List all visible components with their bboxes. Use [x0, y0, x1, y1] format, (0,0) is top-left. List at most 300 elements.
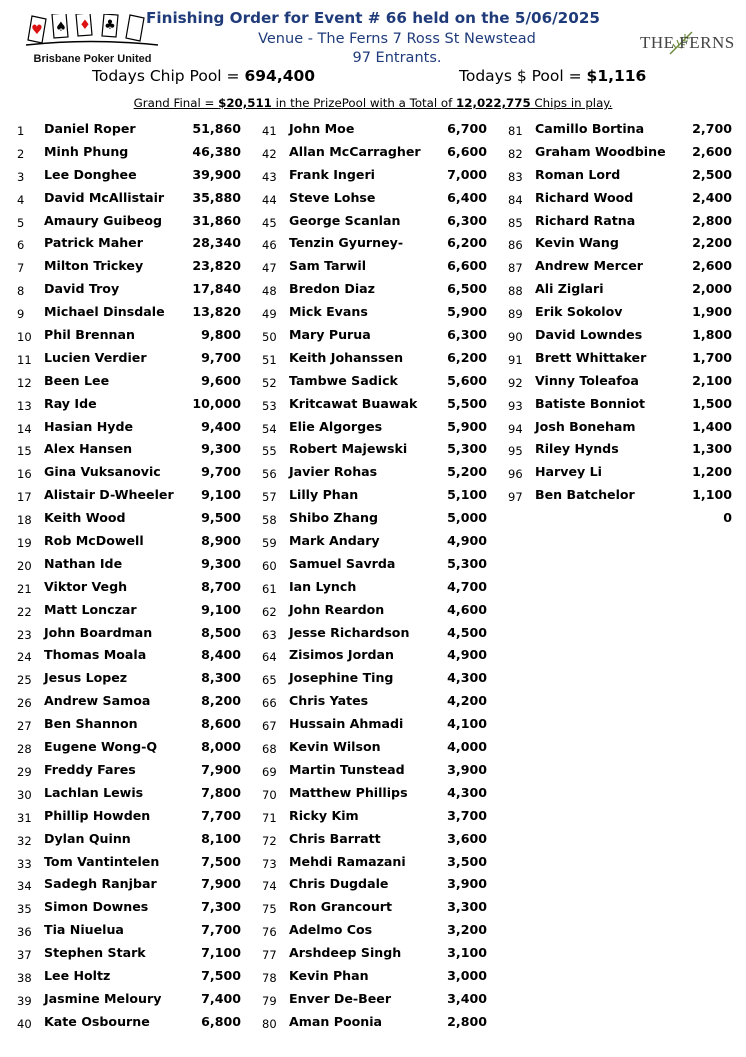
chip-count: 7,700 — [201, 922, 241, 938]
chip-count: 1,700 — [692, 349, 732, 365]
result-rank: 25 — [17, 673, 32, 688]
player-name: Josh Boneham — [535, 418, 636, 434]
grand-final-chips: 12,022,775 — [456, 96, 531, 110]
result-rank: 82 — [508, 146, 523, 161]
player-name: Lee Donghee — [44, 166, 137, 182]
chip-count: 7,700 — [201, 807, 241, 823]
result-row — [0, 874, 746, 897]
result-rank: 62 — [262, 604, 277, 619]
result-rank: 63 — [262, 627, 277, 642]
chip-count: 3,000 — [447, 967, 487, 983]
result-row — [0, 852, 746, 875]
result-rank: 19 — [17, 536, 32, 551]
player-name: Camillo Bortina — [535, 121, 645, 136]
chip-count: 6,300 — [447, 327, 487, 343]
result-rank: 20 — [17, 558, 32, 573]
result-rank: 77 — [262, 948, 277, 963]
player-name: Martin Tunstead — [289, 761, 405, 777]
result-rank: 22 — [17, 604, 32, 619]
result-rank: 8 — [17, 284, 25, 299]
player-name: Michael Dinsdale — [44, 304, 165, 320]
result-rank: 59 — [262, 536, 277, 551]
results-column-3 — [0, 119, 746, 531]
chip-count: 4,900 — [447, 647, 487, 663]
chip-count: 2,200 — [692, 235, 732, 251]
chip-count: 4,500 — [447, 624, 487, 640]
result-rank: 68 — [262, 742, 277, 757]
result-rank: 84 — [508, 192, 523, 207]
chip-count: 6,300 — [447, 212, 487, 228]
player-name: Phil Brennan — [44, 327, 135, 343]
chip-count: 1,900 — [692, 304, 732, 320]
result-row — [0, 165, 746, 188]
result-rank: 21 — [17, 581, 32, 596]
result-row — [0, 211, 746, 234]
chip-count: 5,300 — [447, 441, 487, 457]
player-name: Keith Johanssen — [289, 349, 404, 365]
player-name: Ray Ide — [44, 395, 97, 411]
result-rank: 53 — [262, 398, 277, 413]
result-rank: 88 — [508, 284, 523, 299]
chip-count: 9,300 — [201, 555, 241, 571]
chip-count: 4,300 — [447, 784, 487, 800]
player-name: Jasmine Meloury — [44, 990, 162, 1006]
chip-count: 8,500 — [201, 624, 241, 640]
chip-count: 9,400 — [201, 418, 241, 434]
player-name: Daniel Roper — [44, 121, 136, 136]
chip-count: 2,800 — [447, 1013, 487, 1029]
player-name: Jesus Lopez — [44, 670, 128, 686]
result-rank: 24 — [17, 650, 32, 665]
chip-count: 6,600 — [447, 143, 487, 159]
result-rank: 51 — [262, 352, 277, 367]
player-name: Alistair D-Wheeler — [44, 487, 174, 503]
result-rank: 72 — [262, 833, 277, 848]
player-name: Batiste Bonniot — [535, 395, 646, 411]
chip-count: 5,200 — [447, 464, 487, 480]
result-row — [0, 256, 746, 279]
chip-count: 28,340 — [192, 235, 241, 251]
chip-count: 8,300 — [201, 670, 241, 686]
player-name: Arshdeep Singh — [289, 945, 402, 961]
chip-count: 1,400 — [692, 418, 732, 434]
result-row — [0, 188, 746, 211]
result-row — [0, 417, 746, 440]
player-name: Roman Lord — [535, 166, 621, 182]
player-name: Thomas Moala — [44, 647, 147, 663]
result-row — [0, 783, 746, 806]
player-name: Tenzin Gyurney- — [289, 235, 404, 251]
chip-count: 5,300 — [447, 555, 487, 571]
player-name: Hasian Hyde — [44, 418, 134, 434]
player-name: Mark Andary — [289, 533, 380, 549]
chip-count: 1,200 — [692, 464, 732, 480]
svg-text:♠: ♠ — [55, 20, 67, 35]
chip-count: 6,400 — [447, 189, 487, 205]
result-rank: 87 — [508, 261, 523, 276]
result-rank: 71 — [262, 810, 277, 825]
result-rank: 74 — [262, 879, 277, 894]
result-rank: 90 — [508, 330, 523, 345]
result-row — [0, 325, 746, 348]
chip-count: 3,100 — [447, 945, 487, 961]
chip-count: 23,820 — [192, 258, 241, 274]
chip-count: 4,600 — [447, 601, 487, 617]
result-rank: 40 — [17, 1016, 32, 1031]
result-rank: 28 — [17, 742, 32, 757]
result-row — [0, 119, 746, 142]
result-rank: 6 — [17, 238, 25, 253]
player-name: Ben Shannon — [44, 716, 138, 732]
player-name: Kevin Wang — [535, 235, 619, 251]
player-name: Chris Yates — [289, 693, 369, 709]
player-name: Milton Trickey — [44, 258, 144, 274]
chip-count: 5,000 — [447, 510, 487, 526]
chip-count: 8,900 — [201, 533, 241, 549]
result-row — [0, 897, 746, 920]
player-name: Allan McCarragher — [289, 143, 421, 159]
result-rank: 52 — [262, 375, 277, 390]
player-name: Sadegh Ranjbar — [44, 876, 157, 892]
result-rank: 67 — [262, 719, 277, 734]
player-name: Kate Osbourne — [44, 1013, 150, 1029]
chip-count: 4,100 — [447, 716, 487, 732]
player-name: Dylan Quinn — [44, 830, 131, 846]
player-name: Vinny Toleafoa — [535, 372, 639, 388]
player-name: Richard Ratna — [535, 212, 636, 228]
result-row — [0, 829, 746, 852]
chip-count: 6,800 — [201, 1013, 241, 1029]
player-name: Mick Evans — [289, 304, 368, 320]
chip-count: 6,600 — [447, 258, 487, 274]
chip-count: 8,100 — [201, 830, 241, 846]
result-rank: 83 — [508, 169, 523, 184]
chip-count: 2,800 — [692, 212, 732, 228]
chip-count: 6,500 — [447, 281, 487, 297]
result-rank: 69 — [262, 764, 277, 779]
player-name: Ben Batchelor — [535, 487, 635, 503]
player-name: Viktor Vegh — [44, 578, 128, 594]
result-rank: 29 — [17, 764, 32, 779]
player-name: Matt Lonczar — [44, 601, 137, 617]
player-name: Adelmo Cos — [289, 922, 373, 938]
result-rank: 70 — [262, 787, 277, 802]
chip-count: 8,000 — [201, 739, 241, 755]
result-row — [0, 485, 746, 508]
chip-count: 9,100 — [201, 487, 241, 503]
chip-count: 1,300 — [692, 441, 732, 457]
player-name: Keith Wood — [44, 510, 126, 526]
result-rank: 57 — [262, 490, 277, 505]
result-rank: 78 — [262, 970, 277, 985]
result-rank: 46 — [262, 238, 277, 253]
player-name: Chris Barratt — [289, 830, 381, 846]
player-name: Minh Phung — [44, 143, 129, 159]
player-name: Hussain Ahmadi — [289, 716, 404, 732]
chip-count: 5,100 — [447, 487, 487, 503]
result-rank: 30 — [17, 787, 32, 802]
svg-text:♣: ♣ — [104, 18, 116, 33]
chip-count: 4,000 — [447, 739, 487, 755]
player-name: Richard Wood — [535, 189, 634, 205]
result-rank: 66 — [262, 696, 277, 711]
player-name: David Troy — [44, 281, 120, 297]
result-rank: 75 — [262, 902, 277, 917]
player-name: Andrew Mercer — [535, 258, 644, 274]
player-name: John Moe — [289, 121, 355, 136]
result-rank: 91 — [508, 352, 523, 367]
chip-count: 3,700 — [447, 807, 487, 823]
result-rank: 94 — [508, 421, 523, 436]
result-rank: 13 — [17, 398, 32, 413]
chip-count: 8,700 — [201, 578, 241, 594]
result-rank: 89 — [508, 307, 523, 322]
result-row — [0, 966, 746, 989]
player-name: Kevin Phan — [289, 967, 369, 983]
result-rank: 3 — [17, 169, 25, 184]
player-name: Tia Niuelua — [44, 922, 124, 938]
svg-text:♦: ♦ — [79, 18, 91, 33]
player-name: Mary Purua — [289, 327, 371, 343]
player-name: Brett Whittaker — [535, 349, 647, 365]
chip-count: 2,600 — [692, 143, 732, 159]
chip-count: 51,860 — [192, 121, 241, 136]
player-name: Eugene Wong-Q — [44, 739, 158, 755]
the-ferns-logo-text: THE FERNS — [640, 33, 735, 52]
player-name: Erik Sokolov — [535, 304, 623, 320]
svg-text:♥: ♥ — [31, 23, 43, 38]
chip-count: 1,800 — [692, 327, 732, 343]
result-rank: 31 — [17, 810, 32, 825]
result-rank: 33 — [17, 856, 32, 871]
chip-count: 9,700 — [201, 349, 241, 365]
chip-count: 9,300 — [201, 441, 241, 457]
result-rank: 37 — [17, 948, 32, 963]
result-row — [0, 806, 746, 829]
chip-count: 39,900 — [192, 166, 241, 182]
result-row — [0, 737, 746, 760]
player-name: Patrick Maher — [44, 235, 143, 251]
result-rank: 11 — [17, 352, 32, 367]
player-name: George Scanlan — [289, 212, 401, 228]
result-rank: 92 — [508, 375, 523, 390]
player-name: Harvey Li — [535, 464, 602, 480]
result-row — [0, 1012, 746, 1035]
chip-count: 5,500 — [447, 395, 487, 411]
chip-count: 7,000 — [447, 166, 487, 182]
result-rank: 36 — [17, 925, 32, 940]
result-row — [0, 714, 746, 737]
result-rank: 41 — [262, 124, 277, 138]
result-rank: 17 — [17, 490, 32, 505]
player-name: Lachlan Lewis — [44, 784, 144, 800]
chip-count: 9,600 — [201, 372, 241, 388]
result-row — [0, 462, 746, 485]
grand-final-middle: in the PrizePool with a Total of — [271, 96, 457, 110]
result-row — [0, 645, 746, 668]
result-row — [0, 371, 746, 394]
result-rank: 73 — [262, 856, 277, 871]
player-name: Kritcawat Buawak — [289, 395, 418, 411]
result-rank: 16 — [17, 467, 32, 482]
result-rank: 50 — [262, 330, 277, 345]
chip-pool — [92, 67, 315, 85]
player-name: Ali Ziglari — [535, 281, 604, 297]
result-rank: 79 — [262, 993, 277, 1008]
player-name: Amaury Guibeog — [44, 212, 162, 228]
player-name: Been Lee — [44, 372, 110, 388]
chip-count: 9,700 — [201, 464, 241, 480]
result-rank: 65 — [262, 673, 277, 688]
result-rank: 56 — [262, 467, 277, 482]
player-name: Ron Grancourt — [289, 899, 393, 915]
player-name: Riley Hynds — [535, 441, 619, 457]
result-rank: 42 — [262, 146, 277, 161]
chip-count: 7,900 — [201, 761, 241, 777]
result-rank: 60 — [262, 558, 277, 573]
chip-count: 13,820 — [192, 304, 241, 320]
cash-pool-label: Todays $ Pool = — [459, 67, 587, 85]
player-name: Graham Woodbine — [535, 143, 666, 159]
chip-count: 4,200 — [447, 693, 487, 709]
chip-count: 2,600 — [692, 258, 732, 274]
chip-count: 4,300 — [447, 670, 487, 686]
result-row — [0, 943, 746, 966]
result-rank: 97 — [508, 490, 523, 505]
grand-final-amount: $20,511 — [218, 96, 272, 110]
result-rank: 64 — [262, 650, 277, 665]
player-name: Kevin Wilson — [289, 739, 381, 755]
result-row — [0, 508, 746, 531]
player-name: David Lowndes — [535, 327, 643, 343]
chip-count: 31,860 — [192, 212, 241, 228]
chip-count: 6,700 — [447, 121, 487, 136]
result-rank: 61 — [262, 581, 277, 596]
result-row — [0, 989, 746, 1012]
player-name: Chris Dugdale — [289, 876, 389, 892]
chip-count: 2,400 — [692, 189, 732, 205]
player-name: Ian Lynch — [289, 578, 357, 594]
chip-count: 7,300 — [201, 899, 241, 915]
player-name: Shibo Zhang — [289, 510, 378, 526]
player-name: Lilly Phan — [289, 487, 359, 503]
player-name: Josephine Ting — [289, 670, 394, 686]
result-rank: 5 — [17, 215, 25, 230]
result-row — [0, 554, 746, 577]
result-rank: 54 — [262, 421, 277, 436]
player-name: David McAllistair — [44, 189, 165, 205]
player-name: Bredon Diaz — [289, 281, 375, 297]
result-rank: 58 — [262, 513, 277, 528]
chip-count: 7,500 — [201, 853, 241, 869]
player-name: Rob McDowell — [44, 533, 144, 549]
player-name: Zisimos Jordan — [289, 647, 394, 663]
player-name: Freddy Fares — [44, 761, 136, 777]
player-name: John Reardon — [289, 601, 385, 617]
player-name: Tom Vantintelen — [44, 853, 160, 869]
chip-count: 0 — [723, 510, 732, 526]
chip-count: 10,000 — [192, 395, 241, 411]
result-rank: 38 — [17, 970, 32, 985]
chip-count: 7,900 — [201, 876, 241, 892]
chip-count: 3,900 — [447, 761, 487, 777]
result-rank: 27 — [17, 719, 32, 734]
chip-count: 5,600 — [447, 372, 487, 388]
chip-pool-value: 694,400 — [244, 67, 316, 85]
chip-count: 2,100 — [692, 372, 732, 388]
event-title: Finishing Order for Event # 66 held on the 5/06/2025 — [146, 9, 600, 27]
grand-final-prefix: Grand Final = — [133, 96, 219, 110]
chip-count: 4,900 — [447, 533, 487, 549]
result-row — [0, 348, 746, 371]
chip-count: 7,800 — [201, 784, 241, 800]
player-name: Nathan Ide — [44, 555, 123, 571]
result-rank: 43 — [262, 169, 277, 184]
result-rank: 81 — [508, 124, 523, 138]
result-rank: 12 — [17, 375, 32, 390]
player-name: Sam Tarwil — [289, 258, 367, 274]
result-rank: 1 — [17, 124, 25, 138]
grand-final-suffix: Chips in play. — [530, 96, 613, 110]
chip-count: 3,600 — [447, 830, 487, 846]
player-name: Robert Majewski — [289, 441, 408, 457]
player-name: Samuel Savrda — [289, 555, 396, 571]
result-rank: 35 — [17, 902, 32, 917]
player-name: Stephen Stark — [44, 945, 146, 961]
player-name: Matthew Phillips — [289, 784, 408, 800]
result-rank: 48 — [262, 284, 277, 299]
result-row — [0, 920, 746, 943]
player-name: Gina Vuksanovic — [44, 464, 161, 480]
grand-final-line — [0, 96, 746, 110]
result-row — [0, 439, 746, 462]
chip-count: 1,500 — [692, 395, 732, 411]
result-row — [0, 600, 746, 623]
player-name: Ricky Kim — [289, 807, 359, 823]
result-rank: 93 — [508, 398, 523, 413]
chip-count: 3,200 — [447, 922, 487, 938]
result-rank: 18 — [17, 513, 32, 528]
result-rank: 10 — [17, 330, 32, 345]
chip-count: 35,880 — [192, 189, 241, 205]
result-rank: 34 — [17, 879, 32, 894]
player-name: Elie Algorges — [289, 418, 383, 434]
chip-count: 4,700 — [447, 578, 487, 594]
player-name: Lee Holtz — [44, 967, 111, 983]
result-rank: 44 — [262, 192, 277, 207]
result-rank: 47 — [262, 261, 277, 276]
chip-count: 6,200 — [447, 235, 487, 251]
player-name: Alex Hansen — [44, 441, 133, 457]
result-rank: 95 — [508, 444, 523, 459]
venue-line: Venue - The Ferns 7 Ross St Newstead — [258, 31, 536, 47]
chip-count: 17,840 — [192, 281, 241, 297]
player-name: Mehdi Ramazani — [289, 853, 406, 869]
chip-count: 5,900 — [447, 418, 487, 434]
player-name: Frank Ingeri — [289, 166, 375, 182]
player-name: Aman Poonia — [289, 1013, 383, 1029]
player-name: Enver De-Beer — [289, 990, 392, 1006]
result-rank: 32 — [17, 833, 32, 848]
chip-count: 3,500 — [447, 853, 487, 869]
player-name: Phillip Howden — [44, 807, 151, 823]
result-rank: 49 — [262, 307, 277, 322]
cash-pool — [459, 67, 646, 85]
result-rank: 86 — [508, 238, 523, 253]
result-rank: 85 — [508, 215, 523, 230]
chip-count: 1,100 — [692, 487, 732, 503]
chip-count: 9,100 — [201, 601, 241, 617]
